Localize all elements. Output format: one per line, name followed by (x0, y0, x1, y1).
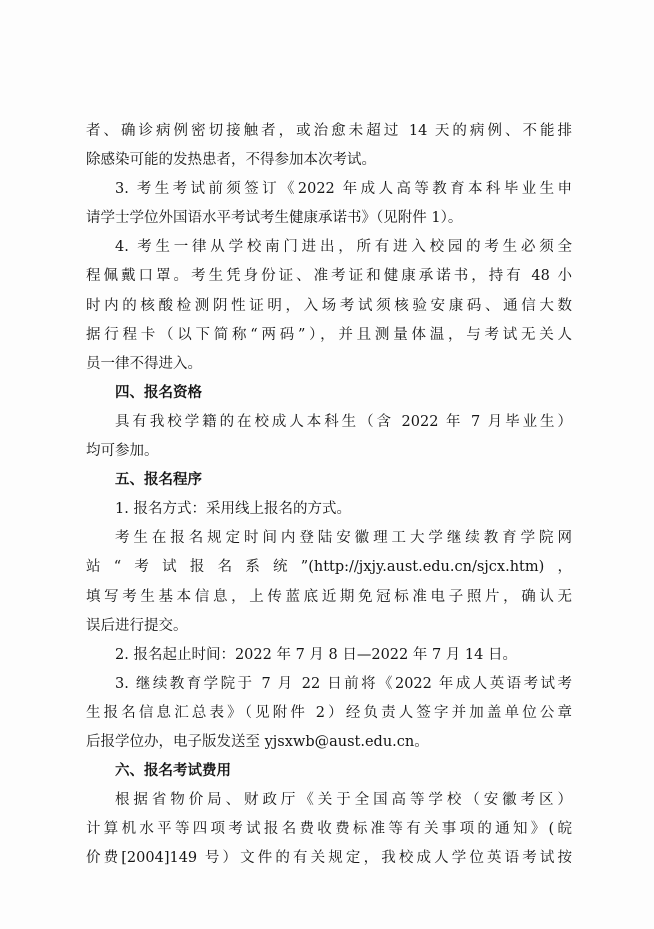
text-line: 1. 报名方式：采用线上报名的方式。 (115, 501, 351, 518)
text-line: 请学士学位外国语水平考试考生健康承诺书》（见附件 1）。 (86, 210, 463, 227)
text-line: 3. 继续教育学院于 7 月 22 日前将《2022 年成人英语考试考 (115, 675, 572, 692)
document-body (86, 117, 572, 873)
text-line: 填写考生基本信息，上传蓝底近期免冠标准电子照片，确认无 (86, 588, 572, 605)
text-line: 除感染可能的发热患者，不得参加本次考试。 (86, 152, 376, 169)
text-line: 后报学位办，电子版发送至 yjsxwb@aust.edu.cn。 (86, 733, 429, 750)
text-line: 误后进行提交。 (86, 617, 188, 634)
text-line: 4. 考生一律从学校南门进出，所有进入校园的考生必须全 (115, 239, 572, 256)
section-heading: 四、报名资格 (115, 384, 202, 401)
text-line: 具有我校学籍的在校成人本科生（含 2022 年 7 月毕业生） (115, 413, 572, 430)
text-line: 时内的核酸检测阴性证明，入场考试须核验安康码、通信大数 (86, 297, 572, 314)
section-heading: 六、报名考试费用 (115, 763, 231, 780)
text-line: 3. 考生考试前须签订《2022 年成人高等教育本科毕业生申 (115, 181, 572, 198)
section-heading: 五、报名程序 (115, 472, 202, 489)
text-line: 程佩戴口罩。考生凭身份证、准考证和健康承诺书，持有 48 小 (86, 268, 572, 285)
text-line: 站“考试报名系统”(http://jxjy.aust.edu.cn/sjcx.htm)， (86, 559, 572, 576)
text-line: 据行程卡（以下简称“两码”），并且测量体温，与考试无关人 (86, 326, 572, 343)
text-line: 价费[2004]149 号）文件的有关规定，我校成人学位英语考试按 (86, 850, 572, 867)
text-line: 计算机水平等四项考试报名费收费标准等有关事项的通知》(皖 (86, 821, 572, 838)
text-line: 均可参加。 (86, 443, 159, 460)
text-line: 生报名信息汇总表》（见附件 2）经负责人签字并加盖单位公章 (86, 704, 572, 721)
text-line: 考生在报名规定时间内登陆安徽理工大学继续教育学院网 (115, 530, 572, 547)
text-line: 2. 报名起止时间：2022 年 7 月 8 日—2022 年 7 月 14 日。 (115, 646, 517, 663)
text-line: 者、确诊病例密切接触者，或治愈未超过 14 天的病例、不能排 (86, 123, 572, 139)
text-line: 根据省物价局、财政厅《关于全国高等学校（安徽考区） (115, 792, 572, 809)
text-line: 员一律不得进入。 (86, 355, 202, 372)
